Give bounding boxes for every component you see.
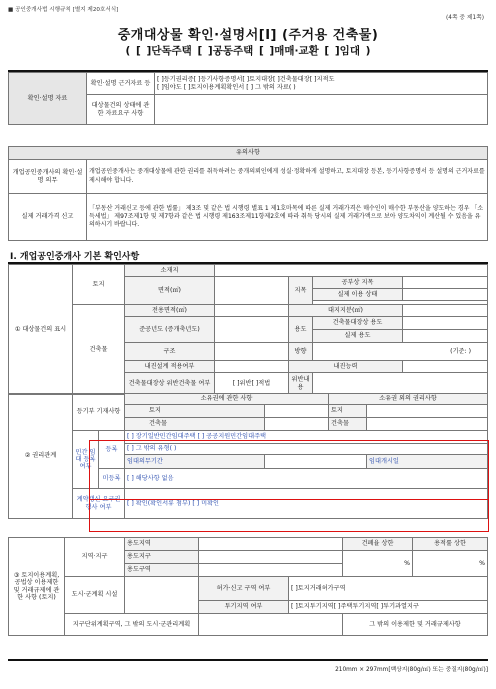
urban-plan-label: 도시·군계획 시설 <box>65 577 125 614</box>
basis-options-line1: [ ]등기권리증[ ]등기사항증명서[ ]토지대장[ ]건축물대장[ ]지적도 <box>157 76 335 84</box>
basis-options-line2: [ ]임야도 [ ]토지이용계획확인서 [ ] 그 밖의 자료( ) <box>157 83 296 91</box>
rental-type-line2[interactable]: [ ] 그 밖의 유형( ) <box>125 444 488 455</box>
renewal-options[interactable]: [ ] 확인(확인서류 첨부) [ ] 미확인 <box>125 489 488 519</box>
other-land-label: 토지 <box>329 405 367 418</box>
basis-table <box>8 72 488 125</box>
seismic-capacity-value[interactable] <box>403 361 488 373</box>
duty-label: 개업공인중개사의 확인·설명 의무 <box>9 160 87 194</box>
form-reference: ■ 공인중개사법 시행규칙 [별지 제20호서식] <box>8 7 119 13</box>
ledger-use-value[interactable] <box>403 317 488 330</box>
report-text: 「부동산 거래신고 등에 관한 법률」 제3조 및 같은 법 시행령 별표 1 제1호마목에 따른 실제 거래가격은 매수인이 매수한 부동산을 양도하는 경우 「소득세법」 제97조제1항 및 제7항과 같은 법 시행령 제163조제11항제2호에 따라 취득 당시의 실제 거래가액으로 보아 양도차익이 계산될 수 있음을 유의하시기 바랍니다. <box>87 194 488 241</box>
renewal-label: 계약갱신 요구권 행사 여부 <box>73 489 125 519</box>
unit-plan-label: 지구단위계획구역, 그 밖의 도시·군관리계획 <box>65 614 199 636</box>
location-value[interactable] <box>215 265 488 277</box>
other-land-value[interactable] <box>367 405 488 418</box>
private-rental-label: 민간 임대 등록 여부 <box>73 431 99 489</box>
structure-value[interactable] <box>215 343 289 361</box>
object-table <box>8 264 488 395</box>
seismic-design-label: 내진설계 적용여부 <box>125 361 215 373</box>
use-district-value[interactable] <box>199 551 343 564</box>
paper-spec: 210mm × 297mm[백상지(80g/㎡) 또는 중질지(80g/㎡)] <box>335 667 488 673</box>
rental-highlight-box <box>89 440 489 500</box>
permit-label: 허가·신고 구역 여부 <box>199 577 289 601</box>
speculation-label: 투기지역 여부 <box>199 601 289 614</box>
rental-start-label: 임대개시일 <box>367 455 488 469</box>
speculation-options[interactable]: [ ]토지투기지역[ ]주택투기지역[ ]투기과열지구 <box>289 601 488 614</box>
basis-row1-options[interactable] <box>155 73 488 95</box>
violation-detail-value[interactable] <box>313 373 488 395</box>
use-zone-label: 용도구역 <box>125 564 199 577</box>
landuse-group-label: ③ 토지이용계획, 공법상 이용제한 및 거래규제에 관한 사항 (토지) <box>9 538 65 636</box>
permit-option[interactable]: [ ]토지거래허가구역 <box>289 577 488 601</box>
ledger-use-label: 건축물대장상 용도 <box>313 317 403 330</box>
public-jimok-label: 공부상 지목 <box>313 277 403 289</box>
use-label: 용도 <box>289 317 313 343</box>
ownership-land-label: 토지 <box>125 405 265 418</box>
violation-label: 건축물대장상 위반건축물 여부 <box>125 373 215 395</box>
other-limits-label: 그 밖의 이용제한 및 거래규제사항 <box>343 614 488 636</box>
exclusive-area-label: 전용면적(㎡) <box>125 305 215 317</box>
other-rights-heading: 소유권 외의 권리사항 <box>329 394 488 405</box>
area-label: 면적(㎡) <box>125 277 215 305</box>
exclusive-area-value[interactable] <box>215 305 289 317</box>
zone-label: 지역·지구 <box>65 538 125 577</box>
ownership-building-label: 건축물 <box>125 418 265 431</box>
section1-title: Ⅰ. 개업공인중개사 기본 확인사항 <box>10 252 140 262</box>
bottom-rule <box>8 659 488 661</box>
far-percent[interactable]: % <box>413 551 488 577</box>
actual-use2-label: 실제 용도 <box>313 330 403 343</box>
completion-year-value[interactable] <box>215 317 289 343</box>
other-building-value[interactable] <box>367 418 488 431</box>
use-area-label: 용도지역 <box>125 538 199 551</box>
violation-options[interactable]: [ ]위반[ ]적법 <box>215 373 289 395</box>
rights-group-label: ② 권리관계 <box>9 394 73 519</box>
document-subtitle: ( [ ]단독주택 [ ]공동주택 [ ]매매·교환 [ ]임대 ) <box>125 45 371 57</box>
basis-row2-label: 대상물건의 상태에 관한 자료요구 사항 <box>87 95 155 125</box>
seismic-design-value[interactable] <box>215 361 289 373</box>
structure-label: 구조 <box>125 343 215 361</box>
actual-use2-value[interactable] <box>403 330 488 343</box>
completion-year-label: 준공년도 (증개축년도) <box>125 317 215 343</box>
area-value[interactable] <box>215 277 289 305</box>
land-share-label: 대지지분(㎡) <box>289 305 403 317</box>
land-share-value[interactable] <box>403 305 488 317</box>
renewal-highlight-box <box>89 499 489 532</box>
actual-use-value[interactable] <box>403 289 488 301</box>
land-label: 토지 <box>73 265 125 305</box>
basis-row1-label: 확인·설명 근거자료 등 <box>87 73 155 95</box>
violation-detail-label: 위반내용 <box>289 373 313 395</box>
other-building-label: 건축물 <box>329 418 367 431</box>
page-indicator: (4쪽 중 제1쪽) <box>446 15 484 21</box>
notice-heading: 유의사항 <box>9 147 488 160</box>
landuse-table <box>8 537 488 636</box>
not-registered-label: 미등록 <box>99 469 125 489</box>
bcr-percent[interactable]: % <box>343 551 413 577</box>
report-label: 실제 거래가격 신고 <box>9 194 87 241</box>
seismic-capacity-label: 내진능력 <box>289 361 403 373</box>
ownership-heading: 소유권에 관한 사항 <box>125 394 329 405</box>
building-label: 건축물 <box>73 305 125 395</box>
use-district-label: 용도지구 <box>125 551 199 564</box>
unit-plan-value[interactable] <box>199 614 343 636</box>
public-jimok-value[interactable] <box>403 277 488 289</box>
registry-label: 등기부 기재사항 <box>73 394 125 431</box>
use-area-value[interactable] <box>199 538 343 551</box>
urban-plan-value[interactable] <box>125 577 199 614</box>
rental-type-line1[interactable]: [ ] 장기일반민간임대주택 [ ] 공공지원민간임대주택 <box>125 431 488 444</box>
actual-use-label: 실제 이용 상태 <box>313 289 403 301</box>
bcr-label: 건폐율 상한 <box>343 538 413 551</box>
far-label: 용적률 상한 <box>413 538 488 551</box>
location-label: 소재지 <box>125 265 215 277</box>
duty-text: 개업공인중개사는 중개대상물에 관한 권리를 취득하려는 중개의뢰인에게 성실·정확하게 설명하고, 토지대장 등본, 등기사항증명서 등 설명의 근거자료를 제시해야 합니다. <box>87 160 488 194</box>
registered-label: 등록 <box>99 431 125 469</box>
notice-table <box>8 146 488 241</box>
direction-label: 방향 <box>289 343 313 361</box>
not-registered-option[interactable]: [ ] 해당사항 없음 <box>125 469 488 489</box>
ownership-building-value[interactable] <box>265 418 329 431</box>
use-zone-value[interactable] <box>199 564 343 577</box>
basis-row2-value[interactable] <box>155 95 488 125</box>
jimok-label: 지목 <box>289 277 313 305</box>
direction-basis[interactable]: (기준: ) <box>313 343 488 361</box>
object-group-label: ① 대상물건의 표시 <box>9 265 73 395</box>
basis-label: 확인·설명 자료 <box>9 73 87 125</box>
document-title: 중개대상물 확인·설명서[Ⅰ] (주거용 건축물) <box>117 28 379 43</box>
ownership-land-value[interactable] <box>265 405 329 418</box>
rental-period-label: 임대의무기간 <box>125 455 265 469</box>
